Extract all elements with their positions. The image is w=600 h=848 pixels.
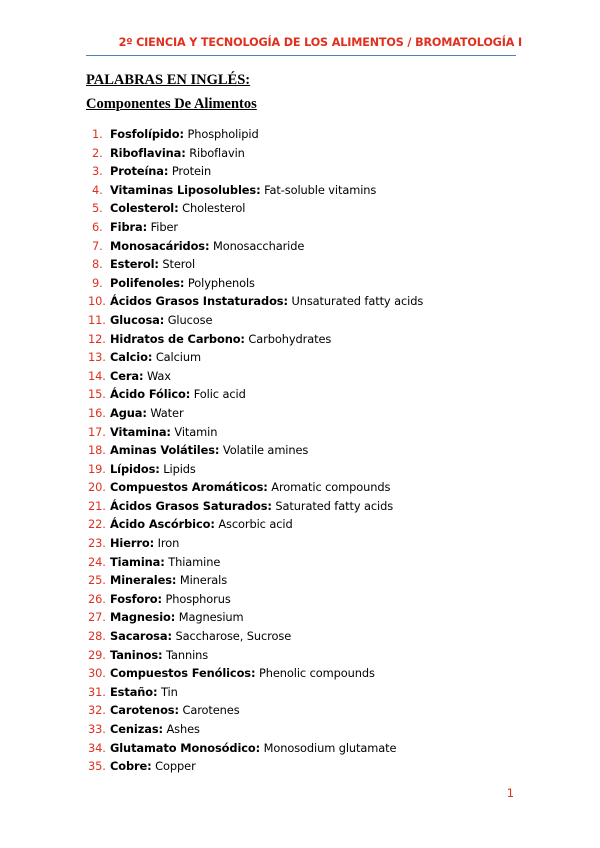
list-item <box>88 144 423 163</box>
list-item-number: 15. <box>88 387 106 402</box>
term-spanish: Polifenoles: <box>110 275 185 290</box>
term-english: Phospholipid <box>187 127 259 141</box>
list-item-number: 20. <box>88 480 106 495</box>
term-english: Lipids <box>163 461 196 476</box>
term-english: Water <box>150 405 184 420</box>
term-english: Polyphenols <box>187 275 255 290</box>
list-item <box>88 646 423 665</box>
list-item-number: 21. <box>88 498 106 513</box>
list-item <box>88 534 423 553</box>
term-spanish: Glutamato Monosódico: <box>110 740 261 755</box>
term-spanish: Hidratos de Carbono: <box>110 331 245 346</box>
list-item <box>88 739 423 758</box>
term-spanish: Aminas Volátiles: <box>110 443 220 458</box>
term-english: Glucose <box>167 312 213 327</box>
term-spanish: Compuestos Aromáticos: <box>110 480 268 495</box>
list-item-number: 18. <box>88 443 106 458</box>
term-english: Ascorbic acid <box>218 517 293 532</box>
term-spanish: Sacarosa: <box>110 629 172 644</box>
term-english: Protein <box>171 164 212 179</box>
list-item-number: 25. <box>88 573 106 588</box>
term-spanish: Riboflavina: <box>110 145 186 160</box>
term-english: Saturated fatty acids <box>275 498 394 513</box>
term-english: Magnesium <box>178 610 244 625</box>
list-item-number: 12. <box>88 331 106 346</box>
header-divider <box>86 55 516 56</box>
list-item <box>88 125 423 144</box>
list-item-number: 33. <box>88 722 106 736</box>
term-spanish: Cenizas: <box>110 722 163 736</box>
term-spanish: Vitamina: <box>110 424 171 439</box>
list-item-number: 22. <box>88 517 106 532</box>
term-spanish: Ácidos Grasos Instaturados: <box>110 294 288 309</box>
page-header: 2º CIENCIA Y TECNOLOGÍA DE LOS ALIMENTOS / BROMATOLOGÍA I <box>118 36 522 49</box>
list-item <box>88 218 423 237</box>
list-item <box>88 330 423 349</box>
term-english: Saccharose, Sucrose <box>175 629 292 644</box>
list-item-number: 23. <box>88 536 106 551</box>
document-title: PALABRAS EN INGLÉS: <box>86 72 251 88</box>
list-item <box>88 423 423 442</box>
list-item-number: 13. <box>88 350 106 365</box>
term-spanish: Cobre: <box>110 759 152 774</box>
list-item <box>88 515 423 534</box>
term-spanish: Glucosa: <box>110 312 165 327</box>
term-spanish: Fibra: <box>110 219 148 234</box>
term-spanish: Magnesio: <box>110 610 176 625</box>
list-item-number: 4. <box>92 182 103 197</box>
list-item-number: 3. <box>92 164 103 179</box>
term-english: Riboflavin <box>189 145 245 160</box>
list-item <box>88 348 423 367</box>
term-english: Cholesterol <box>182 201 246 216</box>
term-english: Copper <box>155 759 196 774</box>
list-item <box>88 255 423 274</box>
list-item-number: 1. <box>92 127 103 141</box>
term-spanish: Vitaminas Liposolubles: <box>110 182 261 197</box>
list-item-number: 31. <box>88 684 106 699</box>
list-item <box>88 553 423 572</box>
term-spanish: Ácido Fólico: <box>110 387 191 402</box>
list-item-number: 7. <box>92 238 103 253</box>
page-number: 1 <box>506 786 514 800</box>
list-item <box>88 720 423 739</box>
list-item-number: 29. <box>88 647 106 662</box>
list-item <box>88 664 423 683</box>
term-english: Fat-soluble vitamins <box>264 182 377 197</box>
list-item <box>88 385 423 404</box>
term-english: Ashes <box>166 722 200 736</box>
term-spanish: Fosforo: <box>110 591 162 606</box>
list-item <box>88 590 423 609</box>
list-item-number: 16. <box>88 405 106 420</box>
list-item-number: 6. <box>92 219 103 234</box>
term-spanish: Tiamina: <box>110 554 165 569</box>
term-spanish: Fosfolípido: <box>110 127 184 141</box>
list-item-number: 10. <box>88 294 106 309</box>
list-item-number: 26. <box>88 591 106 606</box>
term-english: Aromatic compounds <box>271 480 391 495</box>
list-item <box>88 237 423 256</box>
term-english: Phosphorus <box>165 591 231 606</box>
list-item-number: 11. <box>88 312 106 327</box>
list-item-number: 35. <box>88 759 106 774</box>
term-spanish: Cera: <box>110 368 144 383</box>
list-item <box>88 627 423 646</box>
term-english: Sterol <box>162 257 196 272</box>
list-item <box>88 757 423 776</box>
term-spanish: Taninos: <box>110 647 163 662</box>
list-item-number: 17. <box>88 424 106 439</box>
list-item <box>88 478 423 497</box>
list-item <box>88 404 423 423</box>
list-item-number: 2. <box>92 145 103 160</box>
list-item <box>88 162 423 181</box>
list-item-number: 30. <box>88 666 106 681</box>
list-item-number: 9. <box>92 275 103 290</box>
term-spanish: Hierro: <box>110 536 155 551</box>
list-item <box>88 292 423 311</box>
term-spanish: Esterol: <box>110 257 159 272</box>
term-spanish: Agua: <box>110 405 147 420</box>
term-english: Vitamin <box>174 424 218 439</box>
vocabulary-list <box>88 125 423 776</box>
list-item-number: 8. <box>92 257 103 272</box>
list-item-number: 5. <box>92 201 103 216</box>
list-item <box>88 460 423 479</box>
list-item <box>88 571 423 590</box>
term-english: Fiber <box>150 219 178 234</box>
list-item <box>88 181 423 200</box>
term-english: Tannins <box>166 647 209 662</box>
term-spanish: Ácido Ascórbico: <box>110 517 215 532</box>
term-english: Calcium <box>155 350 201 365</box>
term-english: Tin <box>161 684 178 699</box>
term-spanish: Carotenos: <box>110 703 179 718</box>
term-english: Monosaccharide <box>212 238 305 253</box>
list-item-number: 24. <box>88 554 106 569</box>
list-item <box>88 608 423 627</box>
list-item-number: 27. <box>88 610 106 625</box>
term-spanish: Calcio: <box>110 350 153 365</box>
list-item <box>88 199 423 218</box>
term-spanish: Proteína: <box>110 164 169 179</box>
term-spanish: Compuestos Fenólicos: <box>110 666 256 681</box>
list-item-number: 34. <box>88 740 106 755</box>
term-spanish: Estaño: <box>110 684 158 699</box>
term-english: Thiamine <box>168 554 221 569</box>
term-spanish: Colesterol: <box>110 201 179 216</box>
list-item-number: 14. <box>88 368 106 383</box>
list-item <box>88 497 423 516</box>
list-item-number: 32. <box>88 703 106 718</box>
list-item <box>88 441 423 460</box>
term-english: Iron <box>157 536 180 551</box>
term-english: Carotenes <box>182 703 240 718</box>
term-english: Unsaturated fatty acids <box>291 294 424 309</box>
list-item <box>88 311 423 330</box>
term-english: Monosodium glutamate <box>263 740 397 755</box>
term-spanish: Ácidos Grasos Saturados: <box>110 498 272 513</box>
list-item <box>88 367 423 386</box>
term-spanish: Minerales: <box>110 573 177 588</box>
section-title: Componentes De Alimentos <box>86 96 257 112</box>
list-item <box>88 274 423 293</box>
term-english: Minerals <box>179 573 228 588</box>
term-english: Phenolic compounds <box>258 666 375 681</box>
term-spanish: Monosacáridos: <box>110 238 210 253</box>
list-item-number: 19. <box>88 461 106 476</box>
list-item <box>88 683 423 702</box>
term-spanish: Lípidos: <box>110 461 160 476</box>
list-item-number: 28. <box>88 629 106 644</box>
term-english: Wax <box>146 368 171 383</box>
term-english: Carbohydrates <box>248 331 332 346</box>
list-item <box>88 701 423 720</box>
term-english: Volatile amines <box>222 443 309 458</box>
term-english: Folic acid <box>193 387 246 402</box>
